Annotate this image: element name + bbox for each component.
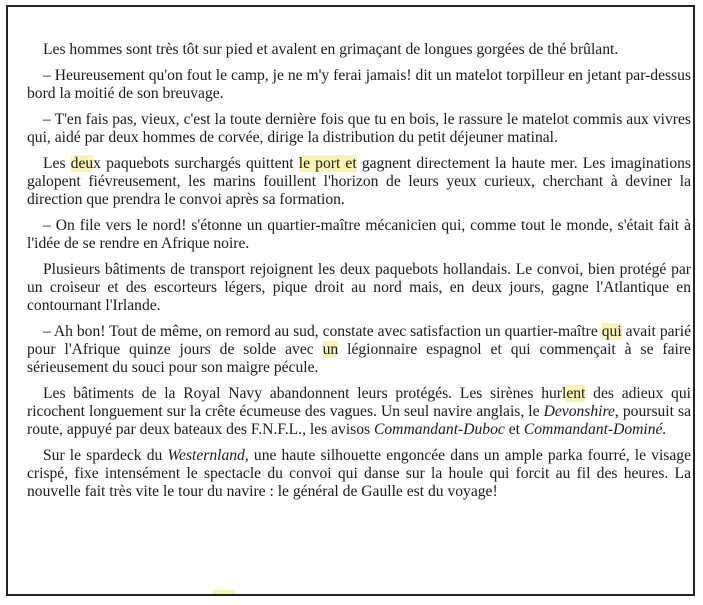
paragraph-4 <box>27 155 691 208</box>
paragraph-5 <box>27 217 691 253</box>
text-segment: Les <box>43 155 71 173</box>
page-frame <box>6 5 695 596</box>
text-segment: avait parié pour l'Afrique quinze jours de solde avec <box>27 323 691 359</box>
highlighted-text: un <box>322 341 339 359</box>
text-segment: – T'en fais pas, vieux, c'est la toute dernière fois que tu en bois, le rassure le matelot commis aux vivres qui, aidé par deux hommes de corvée, dirige la distribution du petit déjeuner matinal. <box>27 111 691 147</box>
highlighted-text: le port et <box>298 155 357 173</box>
text-segment: Plusieurs bâtiments de transport rejoignent les deux paquebots hollandais. Le convoi, bien protégé par un croiseur et des escorteurs légers, pique droit au nord mais, en deux jours, gagne l'Atlantique en contournant l'Irlande. <box>27 261 691 315</box>
paragraph-6 <box>27 261 691 314</box>
document-body <box>27 41 691 509</box>
text-segment: x paquebots surchargés quittent <box>93 155 299 173</box>
text-segment: , une haute silhouette engoncée dans un ample parka fourré, le visage crispé, fixe intensément le spectacle du convoi qui danse sur la houle qui forcit au fil des heures. La nouvelle fait très vite le tour du navire : le général de Gaulle est du voyage! <box>27 447 691 500</box>
text-segment: , poursuit sa route, appuyé par deux bateaux des F.N.F.L., les avisos <box>27 403 691 438</box>
highlight-fragment <box>213 590 235 596</box>
italic-text: Commandant-Dominé. <box>523 420 667 438</box>
italic-text: Devonshire <box>543 403 615 421</box>
paragraph-7 <box>27 323 691 376</box>
paragraph-3 <box>27 111 691 147</box>
text-segment: gagnent directement la haute mer. Les imaginations galopent fiévreusement, les marins fouillent l'horizon de leurs yeux curieux, cherchant à deviner la direction que prendra le convoi après sa formation. <box>27 155 691 209</box>
highlighted-text: qui <box>601 323 622 341</box>
text-segment: Les bâtiments de la Royal Navy abandonnent leurs protégés. Les sirènes hurl <box>43 385 567 403</box>
text-segment: des adieux qui ricochent longuement sur la crête écumeuse des vagues. Un seul navire anglais, le <box>27 385 691 421</box>
paragraph-8 <box>27 385 691 438</box>
paragraph-1 <box>27 41 691 59</box>
text-segment: et <box>504 420 524 438</box>
highlighted-text: deu <box>70 155 94 173</box>
text-segment: – Ah bon! Tout de même, on remord au sud, constate avec satisfaction un quartier-maître <box>43 323 602 341</box>
highlighted-text: ent <box>566 385 586 403</box>
italic-text: Westernland <box>167 447 245 465</box>
text-segment: – On file vers le nord! s'étonne un quartier-maître mécanicien qui, comme tout le monde, s'était fait à l'idée de se rendre en Afrique noire. <box>27 217 691 253</box>
paragraph-2 <box>27 67 691 103</box>
text-segment: – Heureusement qu'on fout le camp, je ne m'y ferai jamais! dit un matelot torpilleur en jetant par-dessus bord la moitié de son breuvage. <box>27 67 691 103</box>
italic-text: Commandant-Duboc <box>373 420 505 438</box>
text-segment: Sur le spardeck du <box>43 447 168 465</box>
paragraph-9 <box>27 447 691 500</box>
text-segment: Les hommes sont très tôt sur pied et avalent en grimaçant de longues gorgées de thé brûlant. <box>43 41 619 58</box>
text-segment: légionnaire espagnol et qui commençait à se faire sérieusement du souci pour son maigre pécule. <box>27 341 691 376</box>
